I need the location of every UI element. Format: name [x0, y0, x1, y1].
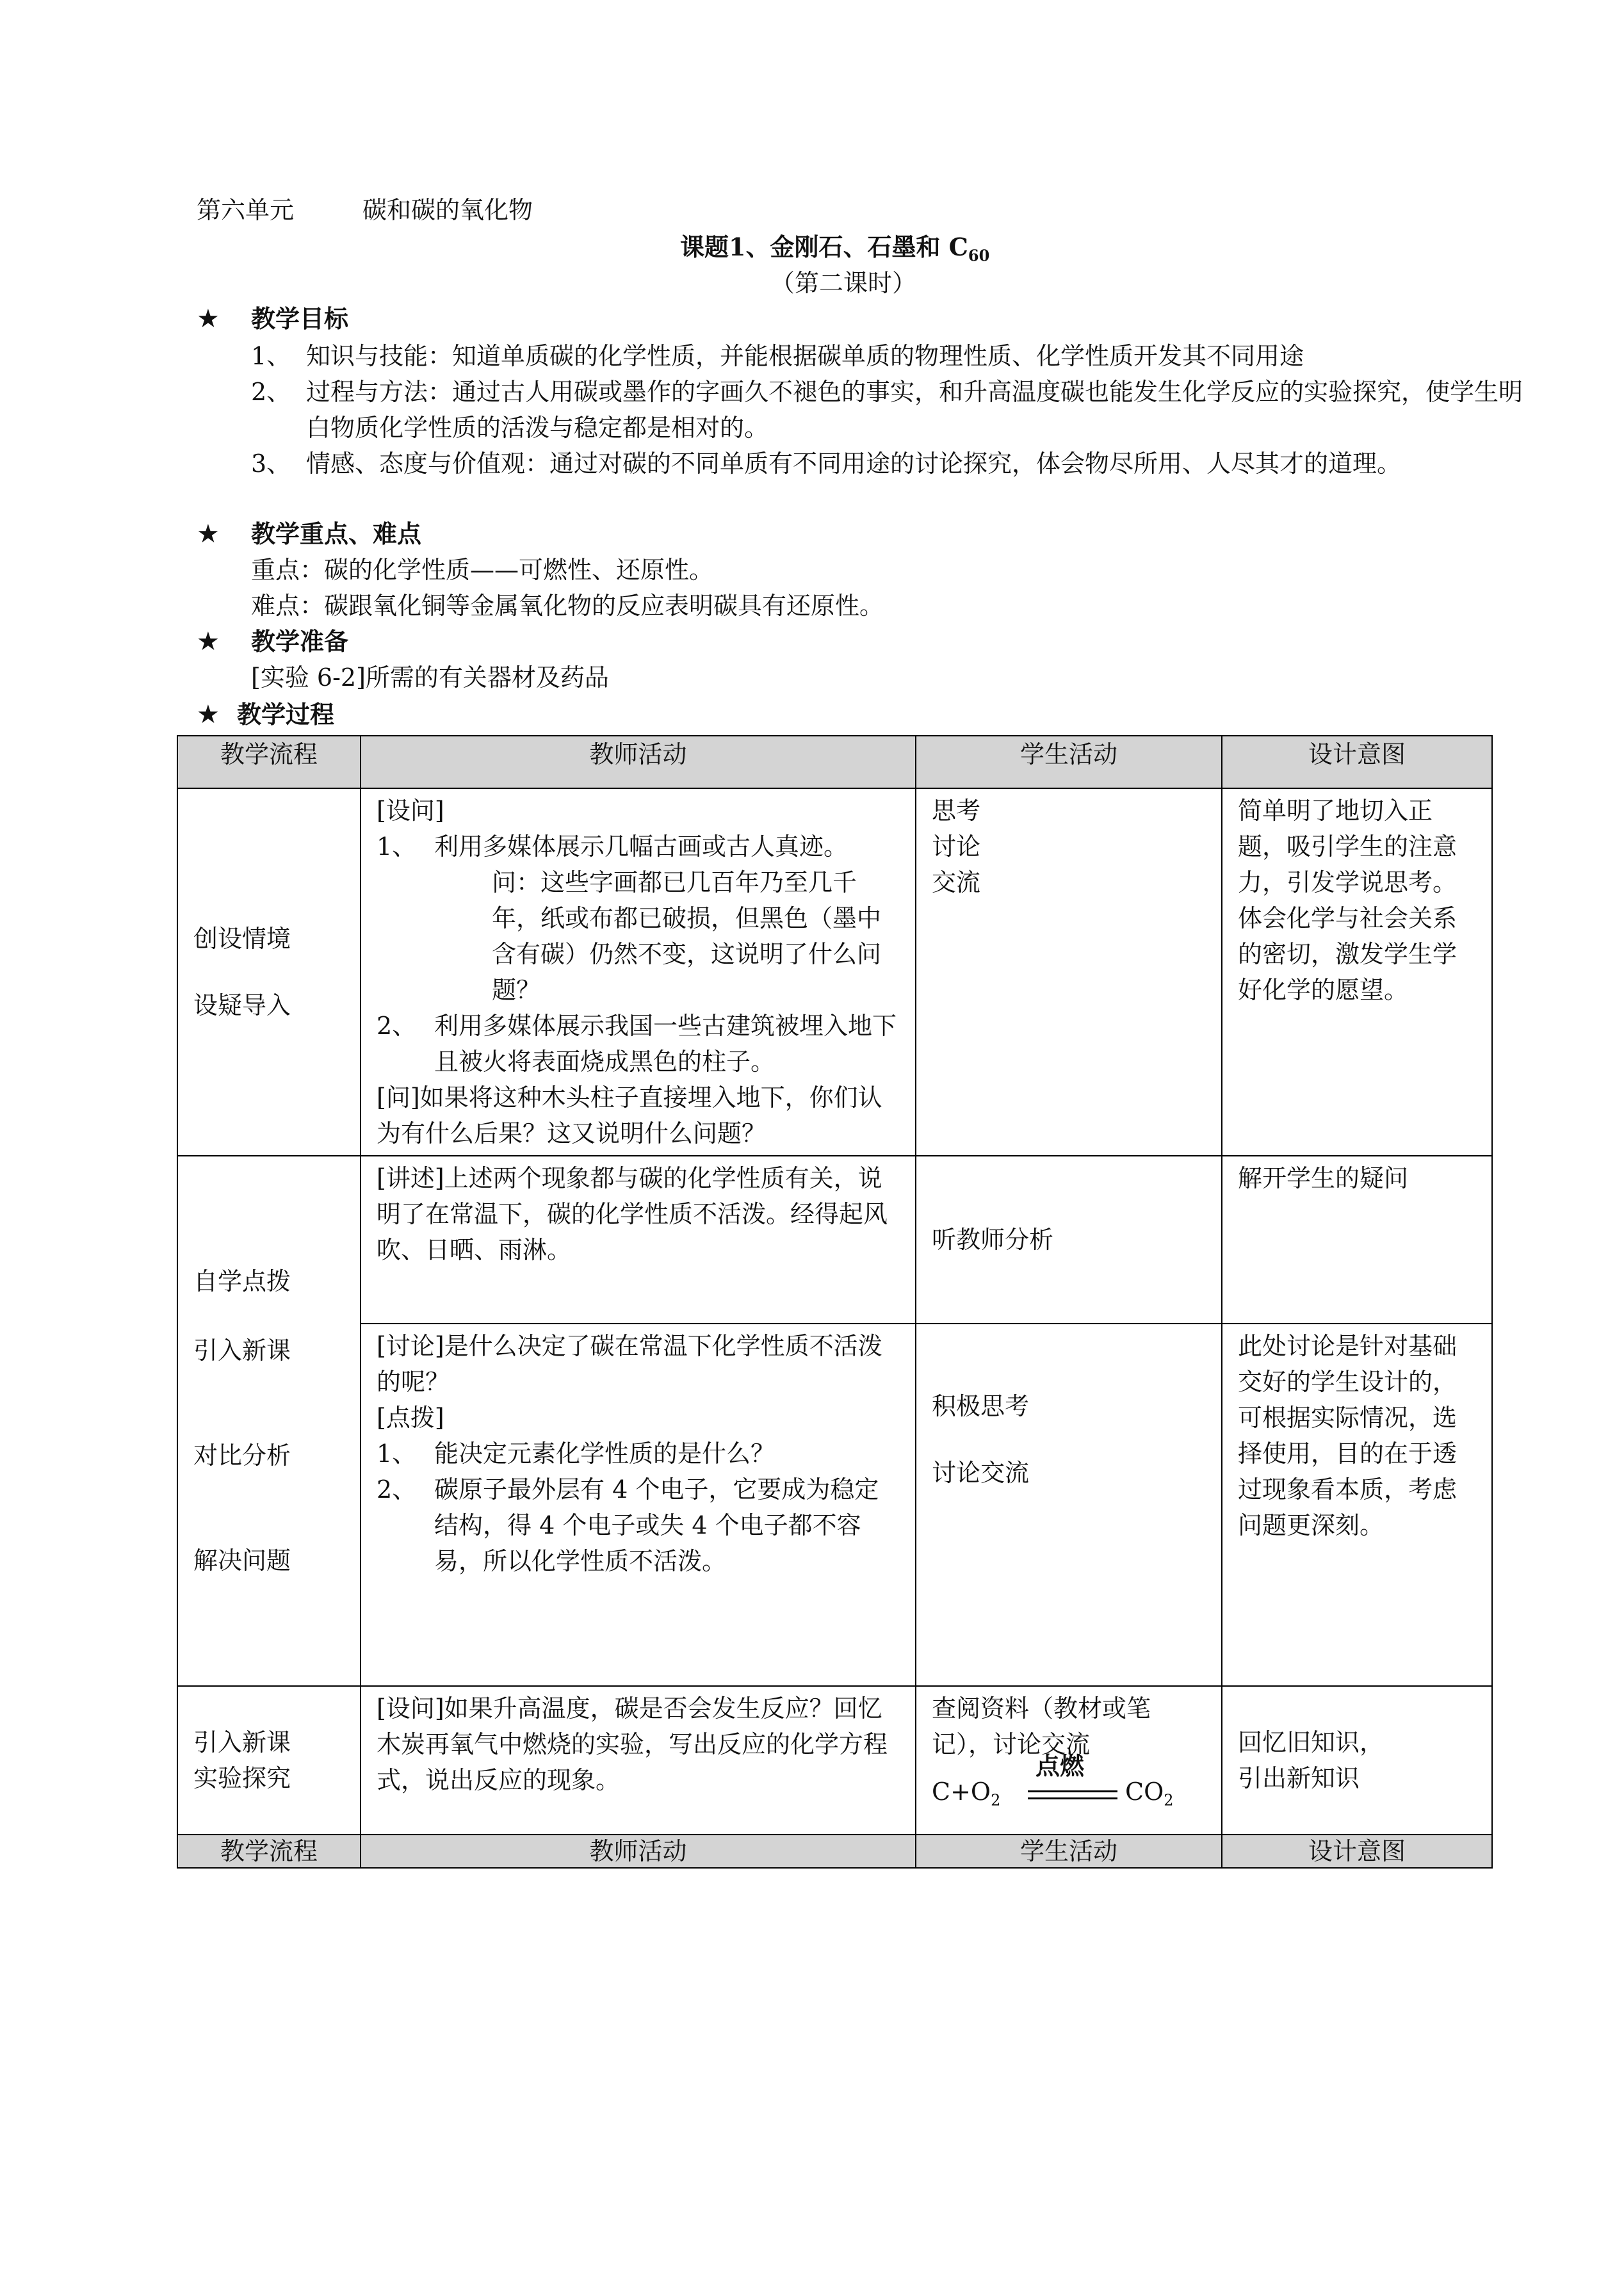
equals-double-line — [1028, 1790, 1117, 1799]
student-cell: 积极思考 讨论交流 — [916, 1324, 1222, 1686]
student-cell: 查阅资料（教材或笔记），讨论交流 $C+O_2$ 点燃 $CO_2$ — [916, 1686, 1222, 1835]
flow-cell: 引入新课 实验探究 — [177, 1686, 361, 1835]
star-bullet: ★ — [197, 627, 220, 656]
star-bullet: ★ — [197, 519, 220, 549]
column-header: 教师活动 — [361, 736, 916, 788]
table-header-row — [177, 736, 1492, 788]
teacher-cell: [讨论]是什么决定了碳在常温下化学性质不活泼的呢？ [点拨] 1、 能决定元素化学性质的是什么？ 2、 碳原子最外层有 4 个电子，它要成为稳定结构，得 4 个电子或失 4 个电子都不容易，所以化学性质不活泼。 — [361, 1324, 916, 1686]
teacher-cell: [设问]如果升高温度，碳是否会发生反应？回忆木炭再氧气中燃烧的实验，写出反应的化学方程式，说出反应的现象。 — [361, 1686, 916, 1835]
table-row — [177, 788, 1492, 1156]
intent-cell: 简单明了地切入正题，吸引学生的注意力，引发学说思考。体会化学与社会关系的密切，激发学生学好化学的愿望。 — [1222, 788, 1492, 1156]
flow-cell: 自学点拨 引入新课 对比分析 解决问题 — [177, 1156, 361, 1686]
process-heading: 教学过程 — [237, 700, 335, 729]
student-cell: 思考 讨论 交流 — [916, 788, 1222, 1156]
process-table — [177, 735, 1493, 1869]
key-points-heading: 教学重点、难点 — [251, 519, 422, 548]
column-header: 设计意图 — [1222, 1835, 1492, 1868]
unit-number: 第六单元 — [197, 196, 295, 224]
column-header: 教师活动 — [361, 1835, 916, 1868]
column-header: 学生活动 — [916, 1835, 1222, 1868]
table-row — [177, 1156, 1492, 1324]
preparation-heading: 教学准备 — [251, 627, 349, 656]
preparation-text: [实验 6-2]所需的有关器材及药品 — [251, 663, 609, 692]
intent-cell: 此处讨论是针对基础交好的学生设计的，可根据实际情况，选择使用，目的在于透过现象看本质，考虑问题更深刻。 — [1222, 1324, 1492, 1686]
difficulty-text: 难点：碳跟氧化铜等金属氧化物的反应表明碳具有还原性。 — [251, 592, 884, 620]
equation-left: $C+O_2$ — [932, 1778, 1001, 1810]
reaction-condition: 点燃 — [1035, 1752, 1085, 1780]
column-header: 教学流程 — [177, 736, 361, 788]
column-header: 设计意图 — [1222, 736, 1492, 788]
column-header: 教学流程 — [177, 1835, 361, 1868]
star-bullet: ★ — [197, 304, 220, 334]
lesson-title: 课题1、金刚石、石墨和 $C_{60}$ — [680, 232, 990, 265]
student-cell: 听教师分析 — [916, 1156, 1222, 1324]
table-row — [177, 1324, 1492, 1686]
objective-item: 情感、态度与价值观：通过对碳的不同单质有不同用途的讨论探究，体会物尽所用、人尽其才的道理。 — [306, 450, 1402, 478]
teacher-cell: [设问] 1、 利用多媒体展示几幅古画或古人真迹。 问：这些字画都已几百年乃至几千年，纸或布都已破损，但黑色（墨中含有碳）仍然不变，这说明了什么问题？ 2、 利用多媒体展示我国一些古建筑被埋入地下且被火将表面烧成黑色的柱子。 [问]如果将这种木头柱子直接埋入地下，你们认为有什么后果？这又说明什么问题？ — [361, 788, 916, 1156]
objective-item: 过程与方法：通过古人用碳或墨作的字画久不褪色的事实，和升高温度碳也能发生化学反应的实验探究，使学生明白物质化学性质的活泼与稳定都是相对的。 — [306, 378, 1523, 442]
table-row — [177, 1686, 1492, 1835]
intent-cell: 回忆旧知识， 引出新知识 — [1222, 1686, 1492, 1835]
objective-number: 3、 — [251, 450, 291, 478]
table-footer-row — [177, 1835, 1492, 1868]
focus-text: 重点：碳的化学性质——可燃性、还原性。 — [251, 556, 714, 584]
objective-number: 1、 — [251, 342, 291, 370]
objectives-heading: 教学目标 — [251, 304, 349, 333]
star-bullet: ★ — [197, 700, 220, 729]
objective-number: 2、 — [251, 378, 291, 406]
column-header: 学生活动 — [916, 736, 1222, 788]
teacher-cell: [讲述]上述两个现象都与碳的化学性质有关，说明了在常温下，碳的化学性质不活泼。经得起风吹、日晒、雨淋。 — [361, 1156, 916, 1324]
intent-cell: 解开学生的疑问 — [1222, 1156, 1492, 1324]
unit-title: 碳和碳的氧化物 — [362, 196, 533, 224]
session-label: （第二课时） — [770, 269, 917, 297]
objective-item: 知识与技能：知道单质碳的化学性质，并能根据碳单质的物理性质、化学性质开发其不同用途 — [306, 342, 1304, 370]
flow-cell: 创设情境 设疑导入 — [177, 788, 361, 1156]
equation-right: $CO_2$ — [1125, 1778, 1174, 1810]
